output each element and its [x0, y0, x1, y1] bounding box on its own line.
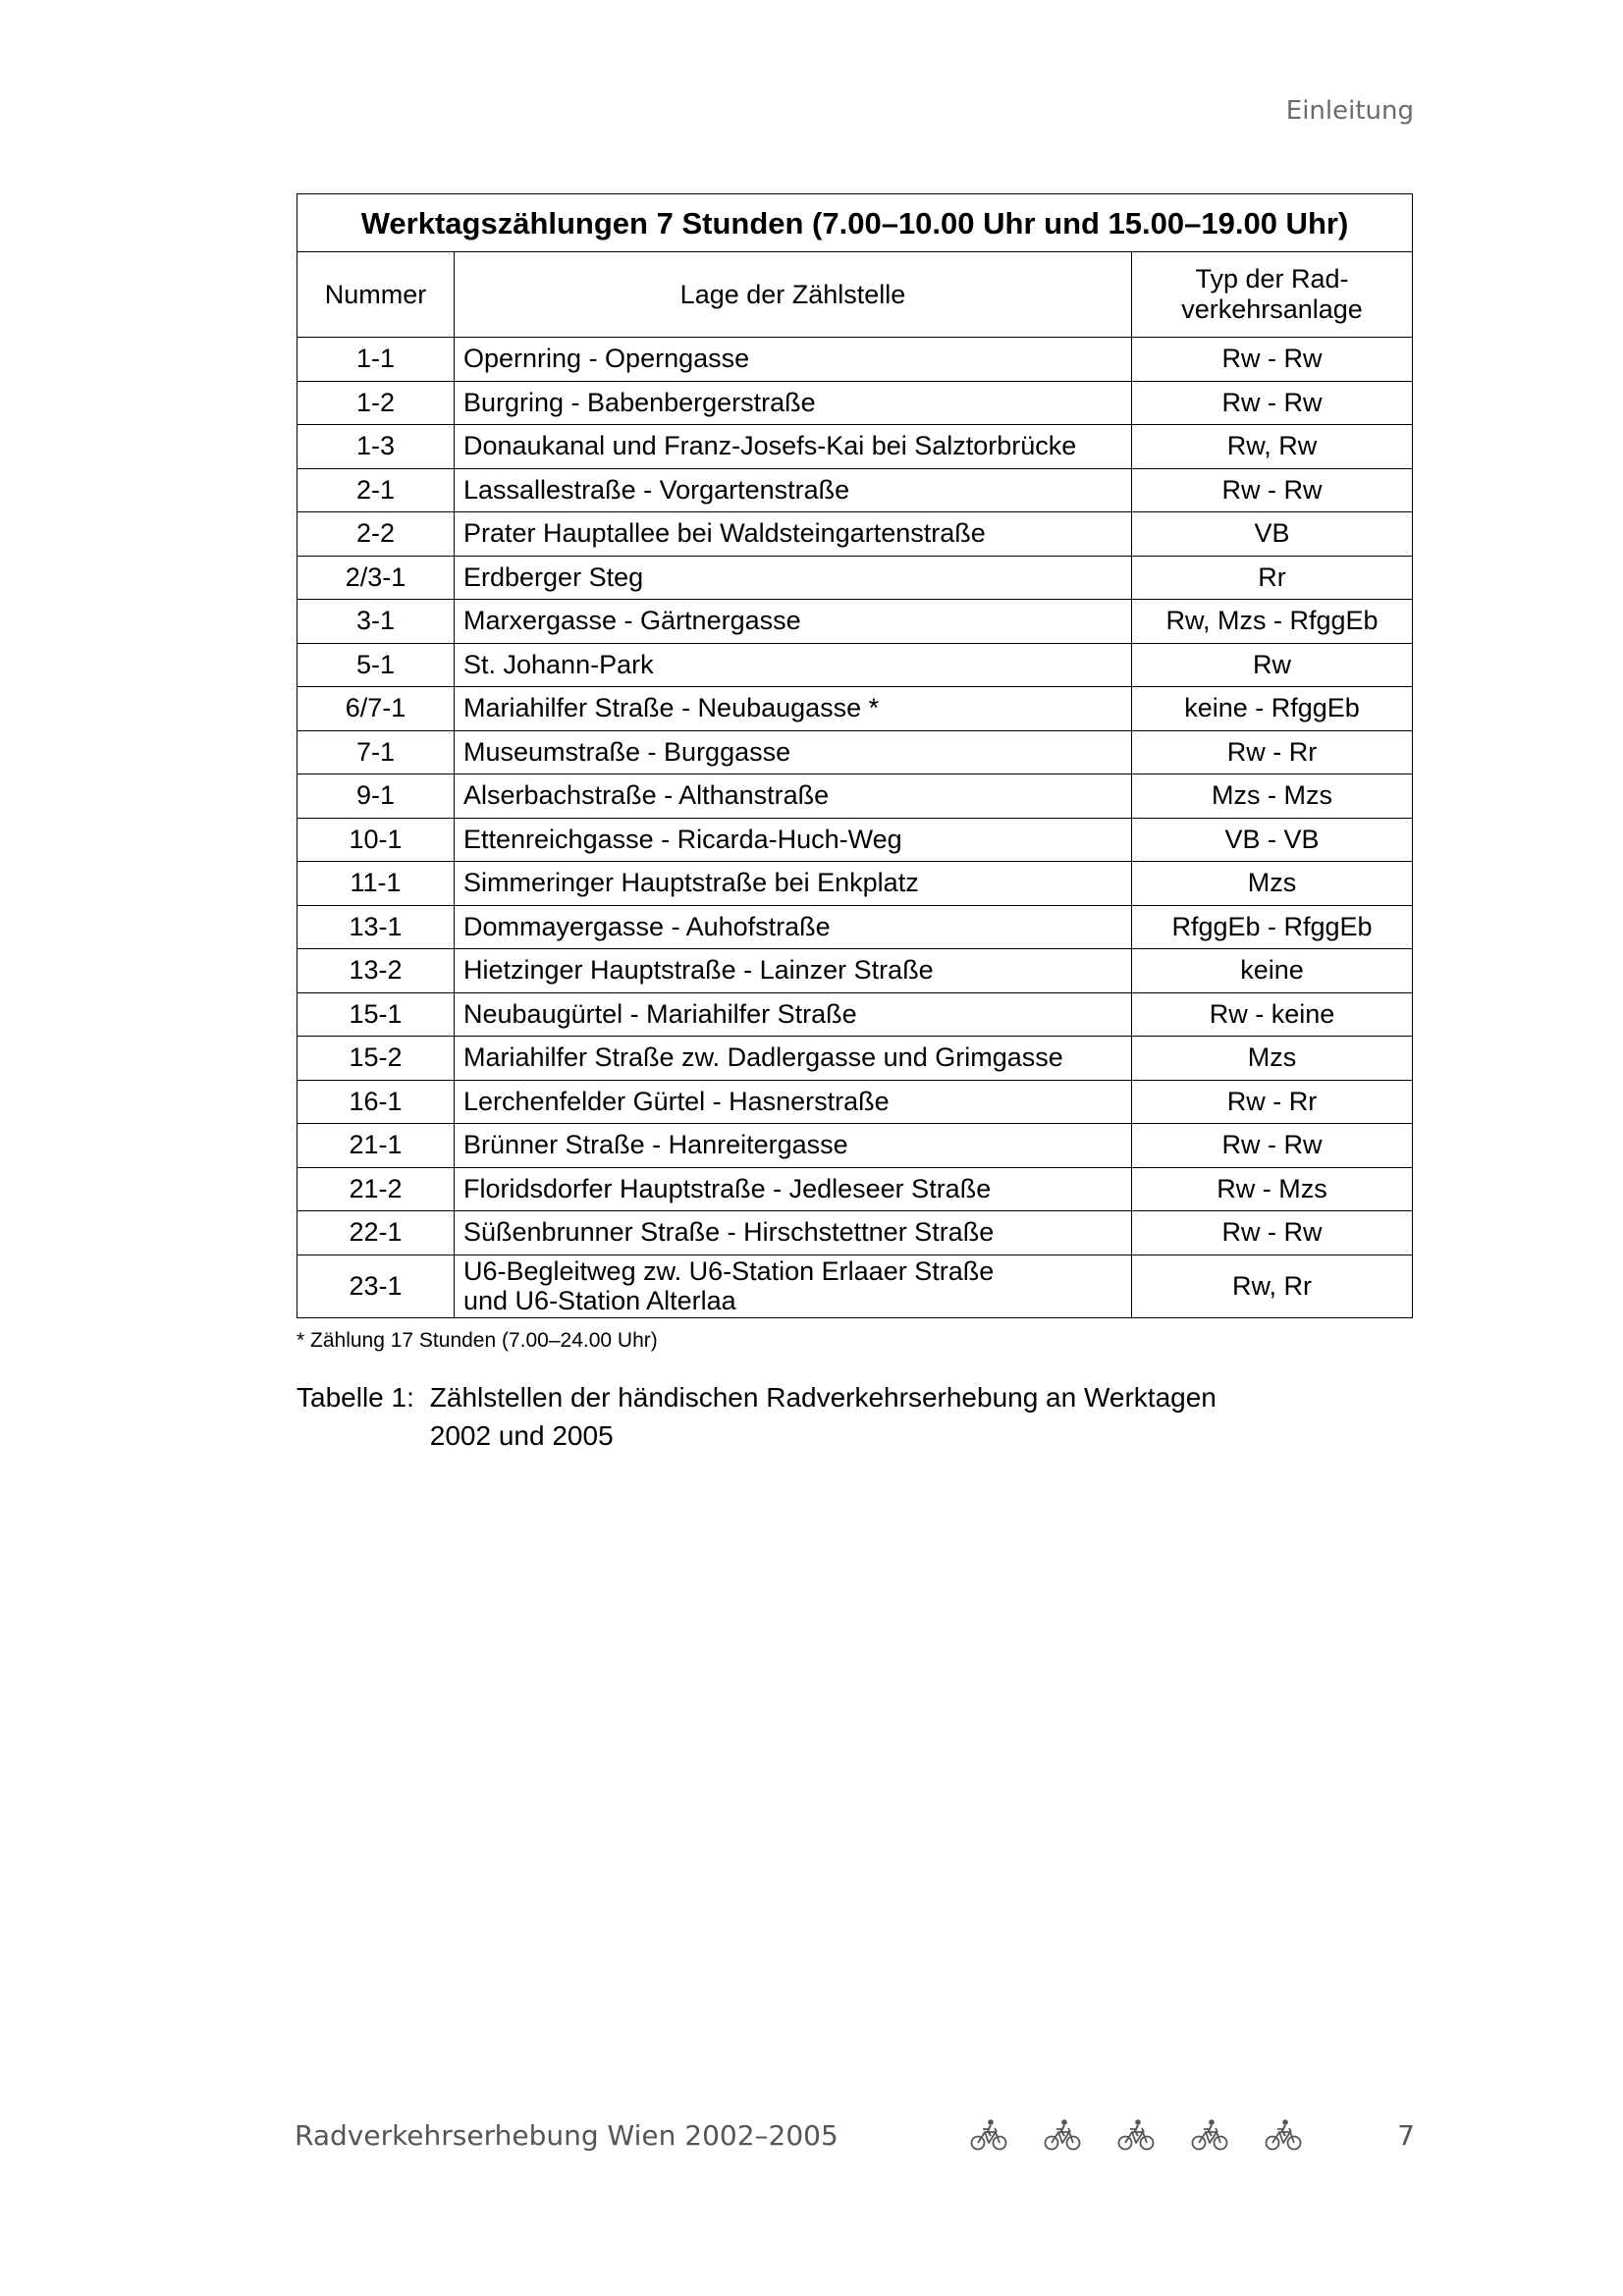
table-column-headers	[298, 252, 1413, 338]
table-row	[298, 425, 1413, 469]
footer-title: Radverkehrserhebung Wien 2002–2005	[295, 2119, 839, 2152]
cell-nummer: 3-1	[298, 600, 455, 644]
cell-nummer: 7-1	[298, 730, 455, 774]
table-body	[298, 338, 1413, 1318]
table-row	[298, 1211, 1413, 1255]
cell-typ: Rw - Rr	[1132, 1080, 1413, 1124]
cell-nummer: 16-1	[298, 1080, 455, 1124]
caption-text	[430, 1378, 1217, 1455]
cell-nummer: 1-3	[298, 425, 455, 469]
table-row	[298, 643, 1413, 687]
cell-lage: Museumstraße - Burggasse	[455, 730, 1132, 774]
cell-typ: Rw - Rw	[1132, 1124, 1413, 1168]
cell-nummer: 6/7-1	[298, 687, 455, 731]
cell-nummer: 21-1	[298, 1124, 455, 1168]
running-header: Einleitung	[1285, 96, 1414, 126]
cell-typ: keine	[1132, 949, 1413, 993]
cell-nummer: 15-1	[298, 992, 455, 1037]
table-row	[298, 687, 1413, 731]
caption-line2: 2002 und 2005	[429, 1420, 614, 1451]
table-row	[298, 381, 1413, 425]
table-caption	[297, 1378, 1217, 1455]
cell-lage: Mariahilfer Straße - Neubaugasse *	[455, 687, 1132, 731]
cell-nummer: 23-1	[298, 1255, 455, 1317]
cell-lage: Hietzinger Hauptstraße - Lainzer Straße	[455, 949, 1132, 993]
cell-typ: Mzs	[1132, 1037, 1413, 1081]
cell-lage: Lerchenfelder Gürtel - Hasnerstraße	[455, 1080, 1132, 1124]
counting-stations-table	[297, 193, 1413, 1318]
cell-lage: Burgring - Babenbergerstraße	[455, 381, 1132, 425]
table-row	[298, 1124, 1413, 1168]
table-row	[298, 992, 1413, 1037]
cell-typ: Rw - keine	[1132, 992, 1413, 1037]
cell-nummer: 2-1	[298, 468, 455, 512]
cell-typ: Rw, Rw	[1132, 425, 1413, 469]
cell-typ: Rw - Rw	[1132, 468, 1413, 512]
cell-lage: Erdberger Steg	[455, 556, 1132, 600]
cell-nummer: 5-1	[298, 643, 455, 687]
cell-lage: Mariahilfer Straße zw. Dadlergasse und Grimgasse	[455, 1037, 1132, 1081]
cell-typ: Mzs	[1132, 862, 1413, 906]
cell-nummer: 13-2	[298, 949, 455, 993]
table-row	[298, 512, 1413, 557]
cell-lage: St. Johann-Park	[455, 643, 1132, 687]
cell-typ: Rw - Rr	[1132, 730, 1413, 774]
caption-label: Tabelle 1:	[297, 1382, 414, 1413]
cell-lage: Simmeringer Hauptstraße bei Enkplatz	[455, 862, 1132, 906]
table-row	[298, 468, 1413, 512]
cell-lage: Brünner Straße - Hanreitergasse	[455, 1124, 1132, 1168]
cell-lage: Neubaugürtel - Mariahilfer Straße	[455, 992, 1132, 1037]
cell-nummer: 21-2	[298, 1167, 455, 1211]
cell-typ: Rw - Rw	[1132, 381, 1413, 425]
column-header-typ-line1: Typ der Rad-	[1195, 264, 1349, 294]
cell-lage: Dommayergasse - Auhofstraße	[455, 905, 1132, 949]
cell-lage: Prater Hauptallee bei Waldsteingartenstraße	[455, 512, 1132, 557]
cell-lage: Alserbachstraße - Althanstraße	[455, 774, 1132, 819]
table-row	[298, 1167, 1413, 1211]
cell-nummer: 13-1	[298, 905, 455, 949]
table-row	[298, 600, 1413, 644]
bicycle-icon	[1117, 2118, 1155, 2152]
cell-nummer: 2/3-1	[298, 556, 455, 600]
table-footnote: * Zählung 17 Stunden (7.00–24.00 Uhr)	[297, 1329, 658, 1352]
cell-lage: Ettenreichgasse - Ricarda-Huch-Weg	[455, 818, 1132, 862]
bicycle-icon	[970, 2118, 1007, 2152]
cell-typ: Rw - Rw	[1132, 338, 1413, 382]
cell-lage: Süßenbrunner Straße - Hirschstettner Straße	[455, 1211, 1132, 1255]
cell-typ: Rw - Rw	[1132, 1211, 1413, 1255]
bicycle-icon	[1265, 2118, 1302, 2152]
cell-nummer: 15-2	[298, 1037, 455, 1081]
cell-typ: VB - VB	[1132, 818, 1413, 862]
cell-typ: Rw, Mzs - RfggEb	[1132, 600, 1413, 644]
page-number: 7	[1397, 2119, 1415, 2152]
cell-typ: Rw - Mzs	[1132, 1167, 1413, 1211]
column-header-lage: Lage der Zählstelle	[455, 252, 1132, 338]
cell-nummer: 2-2	[298, 512, 455, 557]
cell-typ: RfggEb - RfggEb	[1132, 905, 1413, 949]
table-row	[298, 1255, 1413, 1317]
cell-lage: Opernring - Operngasse	[455, 338, 1132, 382]
cell-typ: keine - RfggEb	[1132, 687, 1413, 731]
table-row	[298, 1037, 1413, 1081]
cell-lage: Lassallestraße - Vorgartenstraße	[455, 468, 1132, 512]
cell-nummer: 22-1	[298, 1211, 455, 1255]
column-header-typ-line2: verkehrsanlage	[1181, 294, 1363, 324]
cell-typ: Rr	[1132, 556, 1413, 600]
table-row	[298, 905, 1413, 949]
cell-typ: Rw, Rr	[1132, 1255, 1413, 1317]
cell-lage: Marxergasse - Gärtnergasse	[455, 600, 1132, 644]
bicycle-icon	[1191, 2118, 1228, 2152]
caption-line1: Zählstellen der händischen Radverkehrserhebung an Werktagen	[429, 1382, 1217, 1413]
cell-typ: Mzs - Mzs	[1132, 774, 1413, 819]
table-row	[298, 818, 1413, 862]
table-row	[298, 556, 1413, 600]
cell-lage: Donaukanal und Franz-Josefs-Kai bei Salztorbrücke	[455, 425, 1132, 469]
cell-nummer: 9-1	[298, 774, 455, 819]
table-row	[298, 774, 1413, 819]
table-row	[298, 862, 1413, 906]
cell-nummer: 10-1	[298, 818, 455, 862]
cell-typ: Rw	[1132, 643, 1413, 687]
table-row	[298, 730, 1413, 774]
column-header-nummer: Nummer	[298, 252, 455, 338]
cell-nummer: 1-2	[298, 381, 455, 425]
cell-lage	[455, 1255, 1132, 1317]
table-row	[298, 1080, 1413, 1124]
table-row	[298, 949, 1413, 993]
cell-nummer: 1-1	[298, 338, 455, 382]
cell-lage-line1: U6-Begleitweg zw. U6-Station Erlaaer Straße	[463, 1256, 995, 1286]
cell-nummer: 11-1	[298, 862, 455, 906]
cell-lage-line2: und U6-Station Alterlaa	[463, 1286, 736, 1315]
cell-typ: VB	[1132, 512, 1413, 557]
bicycle-icon	[1044, 2118, 1081, 2152]
table-row	[298, 338, 1413, 382]
column-header-typ	[1132, 252, 1413, 338]
cell-lage: Floridsdorfer Hauptstraße - Jedleseer Straße	[455, 1167, 1132, 1211]
table-title: Werktagszählungen 7 Stunden (7.00–10.00 Uhr und 15.00–19.00 Uhr)	[298, 194, 1413, 252]
